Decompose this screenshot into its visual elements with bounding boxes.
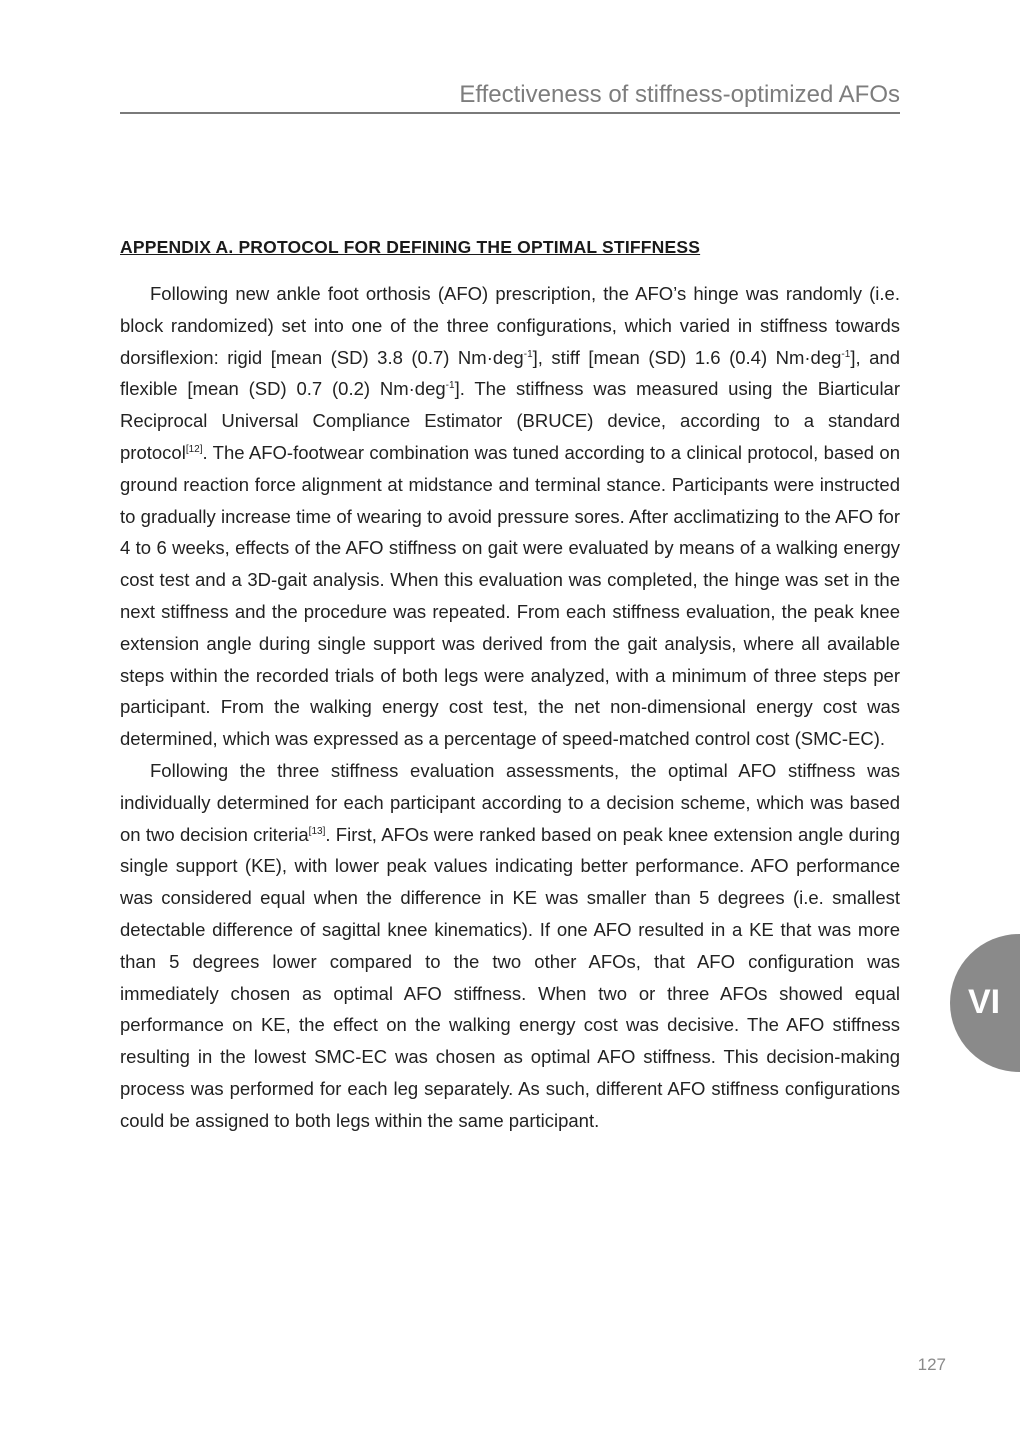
paragraph-text: . First, AFOs were ranked based on peak knee extension angle during single support (KE), with lower peak values indicating better performance. AFO performance was considered equal when the difference in KE was smaller than 5 degrees (i.e. smallest detectable difference of sagittal knee kinematics). If one AFO resulted in a KE that was more than 5 degrees lower compared to the two other AFOs, that AFO configuration was immediately chosen as optimal AFO stiffness. When two or three AFOs showed equal performance on KE, the effect on the walking energy cost was decisive. The AFO stiffness resulting in the lowest SMC-EC was chosen as optimal AFO stiffness. This decision-making process was performed for each leg separately. As such, different AFO stiffness configurations could be assigned to both legs within the same participant. [120, 823, 900, 1131]
citation-reference: [12] [185, 443, 203, 455]
running-title: Effectiveness of stiffness-optimized AFOs [459, 81, 900, 108]
paragraph-text: ], and flexible [mean (SD) 0.7 (0.2) Nm·deg [120, 346, 900, 400]
paragraph-protocol [120, 278, 900, 755]
paragraph-text: . The AFO-footwear combination was tuned according to a clinical protocol, based on ground reaction force alignment at midstance and terminal stance. Participants were instructed to gradually increase time of wearing to avoid pressure sores. After acclimatizing to the AFO for 4 to 6 weeks, effects of the AFO stiffness on gait were evaluated by means of a walking energy cost test and a 3D-gait analysis. When this evaluation was completed, the hinge was set in the next stiffness and the procedure was repeated. From each stiffness evaluation, the peak knee extension angle during single support was derived from the gait analysis, where all available steps within the recorded trials of both legs were analyzed, with a minimum of three steps per participant. From the walking energy cost test, the net non-dimensional energy cost was determined, which was expressed as a percentage of speed-matched control cost (SMC-EC). [120, 441, 900, 750]
chapter-tab [950, 934, 1020, 1072]
citation-reference: [13] [308, 825, 326, 837]
paragraph-text: Following new ankle foot orthosis (AFO) prescription, the AFO’s hinge was randomly (i.e. block randomized) set into one of the three configurations, which varied in stiffness towards dorsiflexion: rigid [mean (SD) 3.8 (0.7) Nm·deg [120, 283, 900, 368]
superscript-unit: -1 [523, 348, 533, 360]
paragraph-decision [120, 755, 900, 1137]
superscript-unit: -1 [445, 380, 455, 392]
section-heading: APPENDIX A. PROTOCOL FOR DEFINING THE OPTIMAL STIFFNESS [120, 237, 701, 257]
body-text [120, 278, 900, 1137]
page-number: 127 [917, 1355, 946, 1374]
paragraph-text: ]. The stiffness was measured using the Biarticular Reciprocal Universal Compliance Estimator (BRUCE) device, according to a standard protocol [120, 378, 900, 463]
paragraph-text: ], stiff [mean (SD) 1.6 (0.4) Nm·deg [532, 346, 842, 368]
superscript-unit: -1 [841, 348, 851, 360]
running-header [120, 80, 900, 114]
paragraph-text: Following the three stiffness evaluation assessments, the optimal AFO stiffness was individually determined for each participant according to a decision scheme, which was based on two decision criteria [120, 759, 900, 845]
chapter-number: VI [968, 983, 1001, 1021]
